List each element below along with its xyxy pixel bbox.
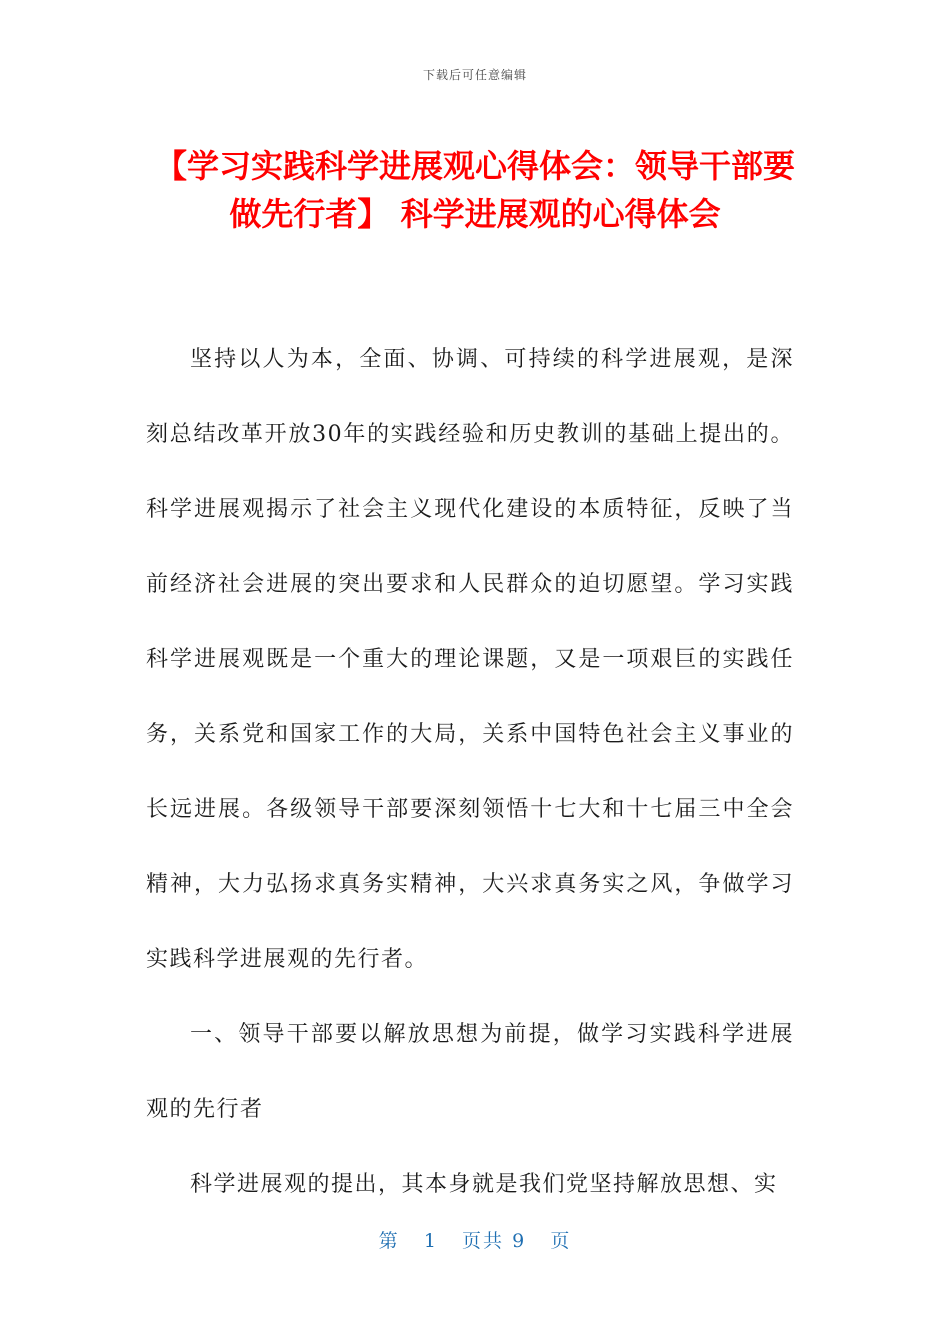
footer-mid: 页共 [462,1230,505,1252]
footer-suffix: 页 [550,1230,572,1252]
footer-prefix: 第 [378,1230,400,1252]
page-footer [0,1226,950,1253]
paragraph-intro: 坚持以人为本，全面、协调、可持续的科学进展观，是深刻总结改革开放30年的实践经验和历史教训的基础上提出的。科学进展观揭示了社会主义现代化建设的本质特征，反映了当前经济社会进展的突出要求和人民群众的迫切愿望。学习实践科学进展观既是一个重大的理论课题，又是一项艰巨的实践任务，关系党和国家工作的大局，关系中国特色社会主义事业的长远进展。各级领导干部要深刻领悟十七大和十七届三中全会精神，大力弘扬求真务实精神，大兴求真务实之风，争做学习实践科学进展观的先行者。 [146,347,794,972]
document-title: 【学习实践科学进展观心得体会：领导干部要做先行者】 科学进展观的心得体会 [154,147,795,233]
footer-total-pages: 9 [512,1230,527,1252]
section-heading-1: 一、领导干部要以解放思想为前提，做学习实践科学进展观的先行者 [146,1022,794,1122]
document-body [146,322,794,1222]
paragraph-section-1: 科学进展观的提出，其本身就是我们党坚持解放思想、实 [190,1172,778,1197]
footer-page-number: 1 [423,1230,438,1252]
header-note: 下载后可任意编辑 [422,68,527,82]
